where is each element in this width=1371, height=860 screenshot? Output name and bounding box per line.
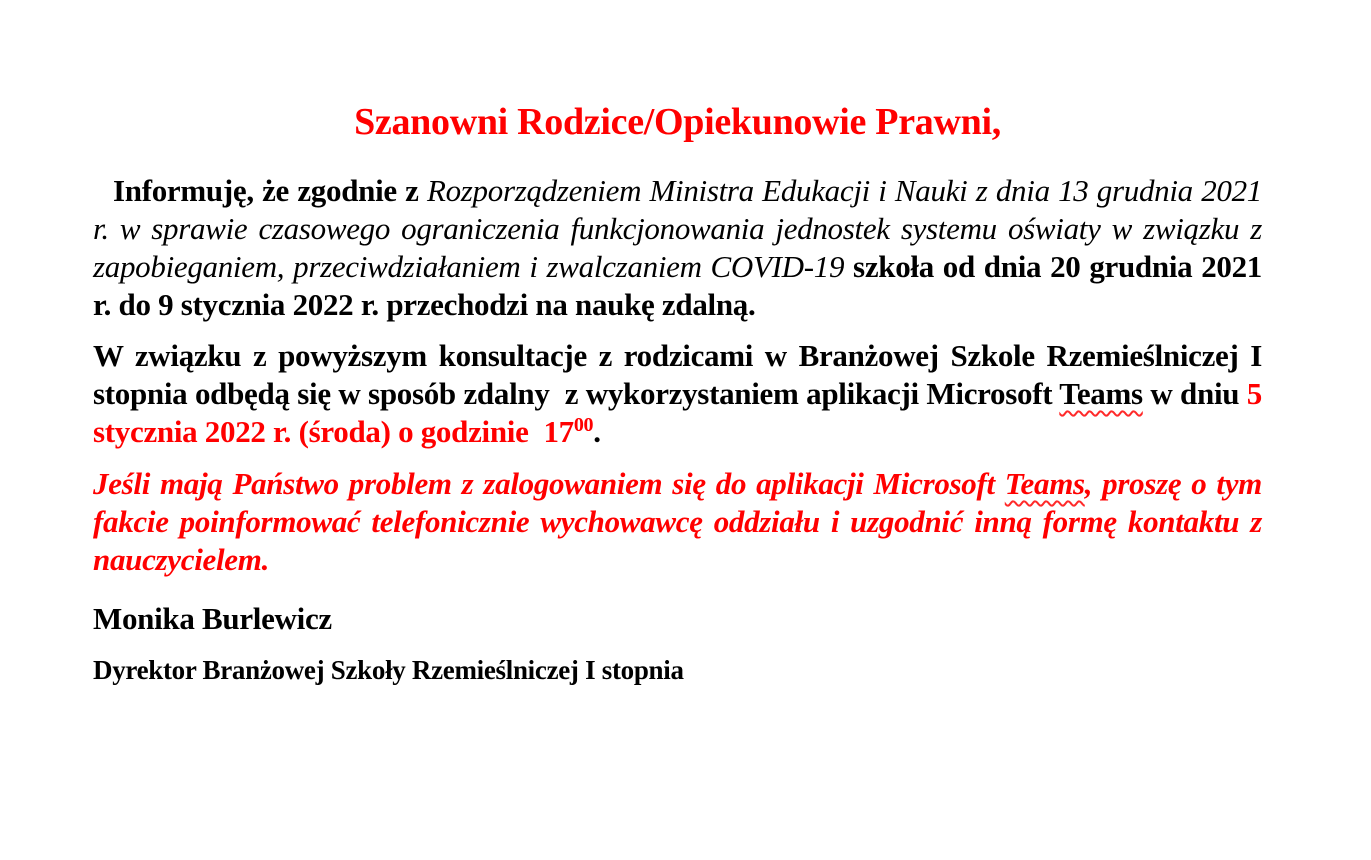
para1-remote-learning-text: szkoła od dnia 20 grudnia 2021 r. do 9 stycznia 2022 r. przechodzi na naukę zdalną. — [93, 249, 1262, 322]
paragraph-consultations — [93, 337, 1277, 451]
para3-contact-form-text: , proszę o tym fakcie poinformować telefonicznie wychowawcę oddziału i uzgodnić inną formę kontaktu z nauczycielem. — [93, 466, 1262, 577]
letter-heading: Szanowni Rodzice/Opiekunowie Prawni, — [354, 101, 1001, 143]
paragraph-login-help — [93, 465, 1262, 579]
para1-regulation-italic-text: Rozporządzeniem Ministra Edukacji i Nauki z dnia 13 grudnia 2021 r. w sprawie czasowego ograniczenia funkcjonowania jednostek systemu oświaty w związku z zapobieganiem, przeciwdziałaniem i zwalczaniem COVID-19 — [93, 173, 1262, 284]
signature-name: Monika Burlewicz — [93, 601, 332, 636]
para1-lead-text: Informuję, że zgodnie z — [113, 173, 427, 208]
consultation-date-red-text: 5 stycznia 2022 r. (środa) o godzinie 17 — [93, 376, 1277, 449]
teams-word-spellcheck-2: Teams — [1004, 466, 1085, 501]
paragraph-regulation — [93, 172, 1262, 324]
hour-superscript: 00 — [573, 414, 594, 436]
signature-title: Dyrektor Branżowej Szkoły Rzemieślniczej I stopnia — [93, 655, 684, 685]
para3-intro-text: Jeśli mają Państwo problem z zalogowaniem się do aplikacji Microsoft — [93, 466, 1005, 501]
para2-intro-text: W związku z powyższym konsultacje z rodzicami w Branżowej Szkole Rzemieślniczej I stopnia odbędą się w sposób zdalny z wykorzystaniem aplikacji Microsoft — [93, 338, 1270, 411]
sentence-period: . — [593, 414, 601, 449]
teams-word-spellcheck: Teams — [1059, 376, 1143, 411]
para2-w-dniu-text: w dniu — [1142, 376, 1247, 411]
